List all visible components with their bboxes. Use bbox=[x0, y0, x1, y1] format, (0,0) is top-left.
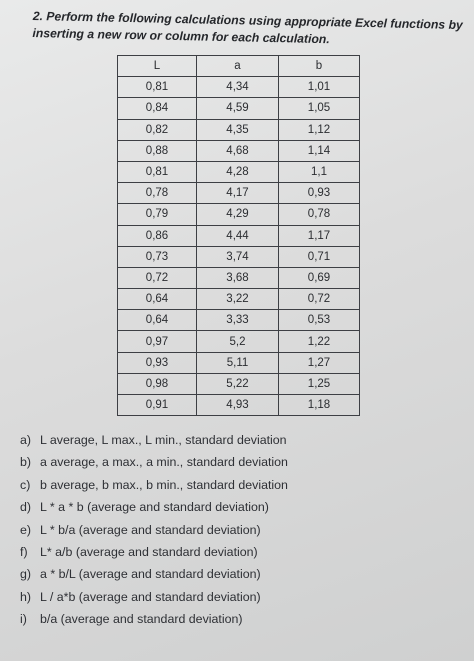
table-cell-a: 5,11 bbox=[197, 352, 279, 373]
table-cell-L: 0,72 bbox=[118, 267, 197, 288]
column-header-a: a bbox=[197, 56, 279, 77]
question-item bbox=[20, 609, 288, 631]
column-header-b: b bbox=[279, 56, 360, 77]
table-cell-b: 0,72 bbox=[279, 289, 360, 310]
table-row bbox=[118, 161, 360, 182]
question-label: f) bbox=[20, 544, 28, 559]
question-label: d) bbox=[20, 500, 32, 515]
table-cell-b: 1,17 bbox=[279, 225, 360, 246]
table-cell-a: 5,2 bbox=[197, 331, 279, 352]
table-row bbox=[118, 98, 360, 119]
table-row bbox=[118, 204, 360, 225]
table-cell-L: 0,82 bbox=[118, 119, 197, 140]
question-label: b) bbox=[20, 455, 32, 470]
table-cell-b: 0,53 bbox=[279, 310, 360, 331]
table-row bbox=[118, 373, 360, 394]
table-cell-b: 1,25 bbox=[279, 373, 360, 394]
table-cell-L: 0,78 bbox=[118, 183, 197, 204]
table-cell-L: 0,64 bbox=[118, 289, 197, 310]
table-cell-a: 4,28 bbox=[197, 161, 279, 182]
table-cell-a: 4,44 bbox=[197, 225, 279, 246]
question-item bbox=[20, 452, 288, 474]
table-cell-a: 4,68 bbox=[197, 140, 279, 161]
question-text: a * b/L (average and standard deviation) bbox=[40, 567, 261, 582]
table-cell-b: 0,71 bbox=[279, 246, 360, 267]
table-cell-a: 4,59 bbox=[197, 98, 279, 119]
table-row bbox=[118, 246, 360, 267]
table-cell-L: 0,73 bbox=[118, 246, 197, 267]
table-cell-L: 0,79 bbox=[118, 204, 197, 225]
table-cell-a: 4,93 bbox=[197, 395, 279, 416]
question-item bbox=[20, 520, 288, 542]
table-row bbox=[118, 77, 360, 98]
table-body bbox=[118, 77, 360, 416]
table-cell-a: 4,35 bbox=[197, 119, 279, 140]
table-row bbox=[118, 140, 360, 161]
table-cell-L: 0,97 bbox=[118, 331, 197, 352]
table-row bbox=[118, 225, 360, 246]
question-label: g) bbox=[20, 567, 32, 582]
question-label: c) bbox=[20, 477, 31, 492]
question-label: i) bbox=[20, 612, 27, 627]
table-cell-a: 3,68 bbox=[197, 267, 279, 288]
question-label: h) bbox=[20, 589, 32, 604]
data-table-wrapper bbox=[117, 55, 360, 416]
table-cell-a: 5,22 bbox=[197, 373, 279, 394]
table-cell-b: 1,14 bbox=[279, 140, 360, 161]
table-row bbox=[118, 331, 360, 352]
table-cell-b: 0,93 bbox=[279, 183, 360, 204]
table-cell-a: 4,17 bbox=[197, 183, 279, 204]
table-row bbox=[118, 310, 360, 331]
table-cell-a: 3,22 bbox=[197, 289, 279, 310]
table-cell-a: 4,29 bbox=[197, 204, 279, 225]
table-cell-b: 1,22 bbox=[279, 331, 360, 352]
table-cell-b: 1,18 bbox=[279, 395, 360, 416]
table-cell-b: 1,05 bbox=[279, 98, 360, 119]
question-item bbox=[20, 430, 288, 452]
table-cell-a: 3,74 bbox=[197, 246, 279, 267]
question-text: L / a*b (average and standard deviation) bbox=[40, 589, 261, 604]
table-cell-b: 0,78 bbox=[279, 204, 360, 225]
heading-line-1: 2. Perform the following calculations using appropriate Excel functions by bbox=[32, 8, 463, 33]
column-header-L: L bbox=[118, 56, 197, 77]
question-item bbox=[20, 497, 288, 519]
table-cell-L: 0,91 bbox=[118, 395, 197, 416]
table-header-row bbox=[118, 56, 360, 77]
table-cell-L: 0,81 bbox=[118, 161, 197, 182]
table-cell-L: 0,86 bbox=[118, 225, 197, 246]
question-label: a) bbox=[20, 433, 32, 447]
table-cell-L: 0,98 bbox=[118, 373, 197, 394]
table-cell-b: 1,27 bbox=[279, 352, 360, 373]
table-cell-a: 3,33 bbox=[197, 310, 279, 331]
question-text: L average, L max., L min., standard deviation bbox=[40, 433, 287, 447]
question-item bbox=[20, 542, 288, 564]
table-row bbox=[118, 289, 360, 310]
table-cell-L: 0,81 bbox=[118, 77, 197, 98]
table-row bbox=[118, 119, 360, 140]
question-text: L * b/a (average and standard deviation) bbox=[40, 522, 261, 537]
task-heading bbox=[32, 8, 471, 51]
table-cell-b: 1,1 bbox=[279, 161, 360, 182]
table-cell-b: 0,69 bbox=[279, 267, 360, 288]
question-text: L* a/b (average and standard deviation) bbox=[40, 544, 258, 559]
table-cell-L: 0,88 bbox=[118, 140, 197, 161]
question-item bbox=[20, 587, 288, 609]
data-table bbox=[117, 55, 360, 416]
question-text: a average, a max., a min., standard deviation bbox=[40, 455, 288, 470]
question-text: b/a (average and standard deviation) bbox=[40, 612, 243, 627]
table-row bbox=[118, 183, 360, 204]
table-cell-L: 0,84 bbox=[118, 98, 197, 119]
question-text: b average, b max., b min., standard deviation bbox=[40, 477, 288, 492]
table-cell-L: 0,64 bbox=[118, 310, 197, 331]
table-row bbox=[118, 352, 360, 373]
table-cell-L: 0,93 bbox=[118, 352, 197, 373]
table-row bbox=[118, 395, 360, 416]
question-item bbox=[20, 475, 288, 497]
question-item bbox=[20, 564, 288, 586]
question-label: e) bbox=[20, 522, 32, 537]
heading-line-2: inserting a new row or column for each calculation. bbox=[32, 25, 330, 47]
table-cell-b: 1,12 bbox=[279, 119, 360, 140]
question-list bbox=[20, 430, 288, 632]
question-text: L * a * b (average and standard deviation) bbox=[40, 500, 269, 515]
table-row bbox=[118, 267, 360, 288]
table-cell-a: 4,34 bbox=[197, 77, 279, 98]
table-cell-b: 1,01 bbox=[279, 77, 360, 98]
